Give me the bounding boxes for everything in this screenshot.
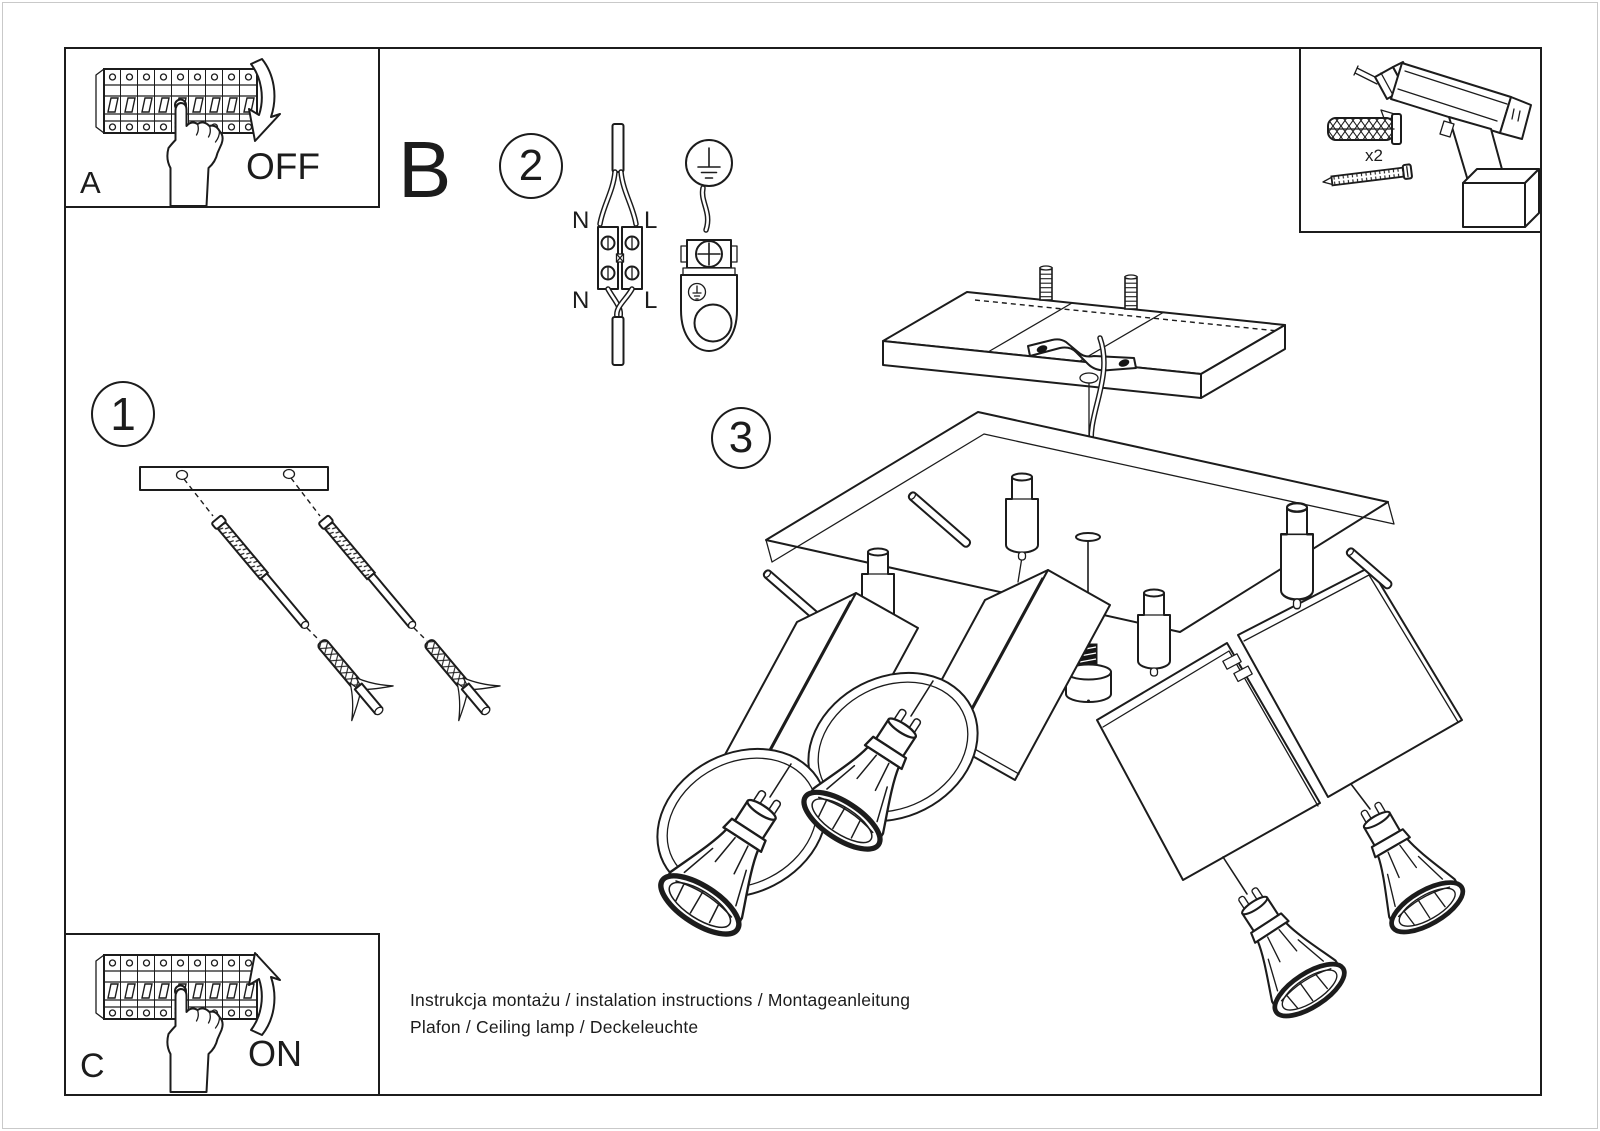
- cable-top: [613, 124, 624, 172]
- l-bottom-label: L: [644, 287, 658, 314]
- gu10-bulb-icon: [1335, 787, 1470, 941]
- wall-plug-icon: [1328, 110, 1401, 144]
- screw-icon: [318, 515, 419, 632]
- l-top-label: L: [644, 207, 658, 234]
- on-label: ON: [248, 1033, 302, 1074]
- breaker-off-illustration: [66, 49, 378, 206]
- footer-title-line: Instrukcja montażu / instalation instructions / Montageanleitung: [410, 990, 911, 1010]
- tools-illustration: [1301, 49, 1540, 231]
- breaker-on-illustration: [66, 935, 378, 1094]
- footer-product-line: Plafon / Ceiling lamp / Deckeleuchte: [410, 1017, 699, 1037]
- step-a-box: [64, 47, 380, 208]
- step-1-badge: 1: [91, 381, 155, 447]
- tools-box: [1299, 47, 1542, 233]
- off-label: OFF: [246, 146, 320, 187]
- screw-icon: [211, 515, 312, 632]
- gu10-bulb-icon: [1213, 871, 1352, 1020]
- wall-plug-icon: [407, 625, 508, 731]
- n-bottom-label: N: [572, 287, 590, 314]
- step-c-label: C: [80, 1047, 105, 1085]
- wall-plug-icon: [300, 625, 401, 731]
- earth-symbol-icon: [686, 140, 732, 186]
- anchor-count-label: x2: [1365, 146, 1383, 165]
- drill-icon: [1354, 62, 1539, 227]
- n-top-label: N: [572, 207, 590, 234]
- threaded-stud-icon: [1125, 275, 1137, 309]
- step-c-box: [64, 933, 380, 1096]
- step-a-label: A: [80, 165, 101, 200]
- screw-icon: [1322, 164, 1412, 189]
- step-b-label: B: [398, 125, 452, 214]
- mounting-bracket-diagram: [80, 370, 530, 760]
- mounting-bar: [140, 467, 328, 490]
- step-3-badge: 3: [711, 407, 771, 469]
- step-2-badge: 2: [499, 133, 563, 199]
- lamp-exploded-view: [620, 260, 1550, 1020]
- threaded-stud-icon: [1040, 266, 1052, 300]
